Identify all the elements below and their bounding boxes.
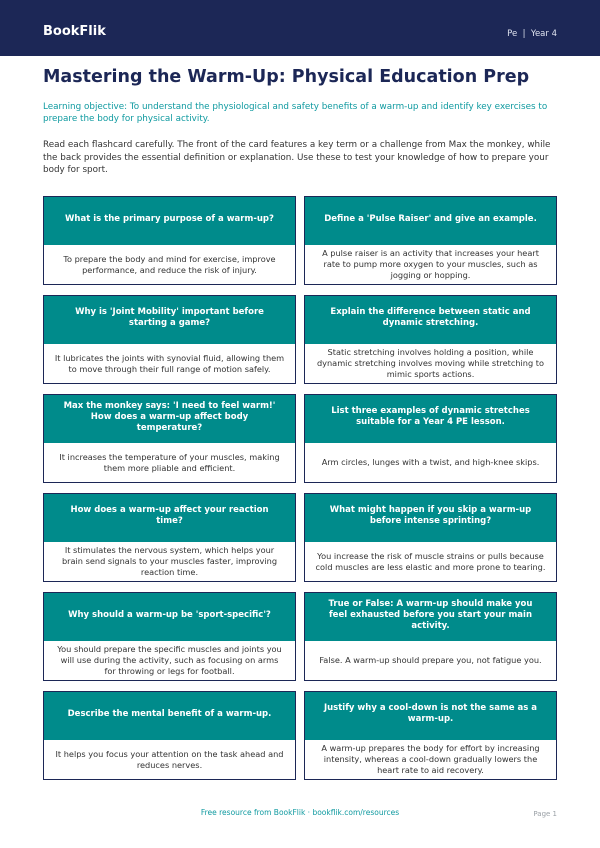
flashcard-front [44,593,295,641]
flashcard [43,394,296,483]
flashcard [43,493,296,582]
flashcard-question: Describe the mental benefit of a warm-up. [67,708,272,719]
flashcard-back [44,542,295,581]
brand-logo-text[interactable]: BookFlik [43,24,106,39]
flashcard-back [44,641,295,680]
flashcard-front [305,395,556,443]
flashcard-answer: A pulse raiser is an activity that increases your heart rate to pump more oxygen to your muscles, such as jogging or hopping. [322,248,539,280]
flashcard-question: True or False: A warm-up should make you feel exhausted before you start your main activity. [328,598,533,631]
flashcard [304,196,557,285]
flashcard-front [305,296,556,344]
flashcard-front [44,296,295,344]
flashcard [43,592,296,681]
flashcard-front [44,692,295,740]
flashcard [43,295,296,384]
flashcard-answer: It helps you focus your attention on the task ahead and reduces nerves. [55,748,284,770]
flashcard [304,295,557,384]
flashcard-question: What is the primary purpose of a warm-up? [65,213,274,224]
flashcard-answer: It lubricates the joints with synovial fluid, allowing them to move through their full range of motion safely. [54,352,285,374]
flashcard-question: Explain the difference between static and dynamic stretching. [330,307,531,328]
flashcard-back [305,740,556,779]
flashcard-question: Why is 'Joint Mobility' important before starting a game? [75,307,264,328]
flashcard-question: Max the monkey says: 'I need to feel warm!' How does a warm-up affect body temperature? [63,400,276,433]
flashcard [304,592,557,681]
flashcard [304,493,557,582]
footer-resource-link[interactable]: Free resource from BookFlik · bookflik.com/resources [200,808,400,817]
flashcard-question: How does a warm-up affect your reaction time? [70,505,269,526]
flashcard-front [305,692,556,740]
flashcard-question: Define a 'Pulse Raiser' and give an example. [324,213,537,224]
flashcard-answer: A warm-up prepares the body for effort by increasing intensity, whereas a cool-down gradually lowers the heart rate to aid recovery. [321,743,540,775]
flashcard-answer: False. A warm-up should prepare you, not fatigue you. [319,655,542,666]
flashcard-answer: To prepare the body and mind for exercise, improve performance, and reduce the risk of injury. [63,253,276,275]
flashcard-back [44,344,295,383]
flashcard-answer: Static stretching involves holding a position, while dynamic stretching involves moving while stretching to mimic sports actions. [316,347,545,379]
flashcard-answer: It increases the temperature of your muscles, making them more pliable and efficient. [59,451,280,473]
flashcard-front [44,395,295,443]
flashcard [304,394,557,483]
flashcard-back [305,542,556,581]
flashcard-question: Why should a warm-up be 'sport-specific'? [68,609,271,620]
flashcard-front [305,197,556,245]
subject-year-label: Pe | Year 4 [507,29,557,39]
flashcard-back [305,641,556,680]
header-bar [0,0,600,56]
flashcard-back [44,245,295,284]
flashcard-question: List three examples of dynamic stretches suitable for a Year 4 PE lesson. [331,406,530,427]
flashcard-front [44,494,295,542]
flashcard-back [305,344,556,383]
flashcard-back [44,740,295,779]
flashcard-answer: It stimulates the nervous system, which helps your brain send signals to your muscles faster, improving reaction time. [61,545,278,577]
flashcard-front [44,197,295,245]
flashcard [43,691,296,780]
flashcard-grid [43,196,557,780]
flashcard-answer: Arm circles, lunges with a twist, and high-knee skips. [321,457,540,468]
flashcard [43,196,296,285]
flashcard [304,691,557,780]
flashcard-front [305,593,556,641]
flashcard-answer: You should prepare the specific muscles and joints you will use during the activity, such as focusing on arms for throwing or legs for football. [57,644,282,676]
flashcard-back [305,245,556,284]
flashcard-question: What might happen if you skip a warm-up before intense sprinting? [329,505,532,526]
flashcard-back [305,443,556,482]
flashcard-question: Justify why a cool-down is not the same as a warm-up. [323,703,538,724]
page-number: Page 1 [533,810,557,818]
flashcard-front [305,494,556,542]
flashcard-back [44,443,295,482]
learning-objective: Learning objective: To understand the physiological and safety benefits of a warm-up and identify key exercises to prepare the body for physical activity. [43,102,548,124]
flashcard-answer: You increase the risk of muscle strains or pulls because cold muscles are less elastic and more prone to tearing. [315,550,546,572]
page-title: Mastering the Warm-Up: Physical Education Prep [43,67,530,87]
intro-paragraph: Read each flashcard carefully. The front of the card features a key term or a challenge from Max the monkey, while the back provides the essential definition or explanation. Use these to test your knowledge of how to prepare your body for sport. [43,140,551,175]
